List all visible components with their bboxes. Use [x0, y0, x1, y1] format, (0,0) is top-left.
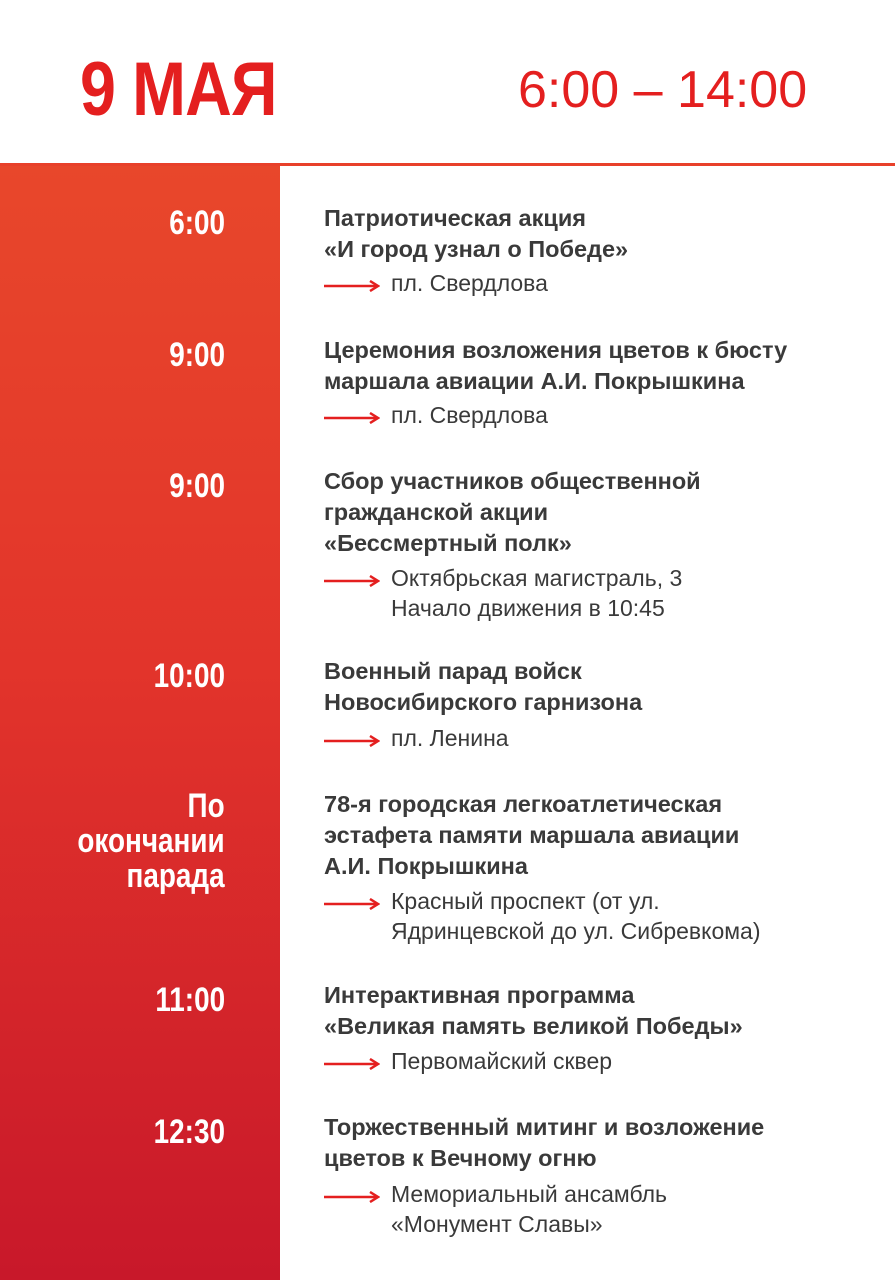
header	[0, 0, 895, 163]
event-time: 6:00	[169, 204, 225, 242]
arrow-right-icon	[324, 898, 380, 910]
event-location-text: Красный проспект (от ул. Ядринцевской до ул. Сибревкома)	[391, 888, 761, 944]
event-location-text: Мемориальный ансамбль «Монумент Славы»	[391, 1181, 667, 1237]
arrow-right-icon	[324, 280, 380, 292]
event-time: 12:30	[153, 1113, 225, 1151]
event-location-text: Октябрьская магистраль, 3 Начало движения в 10:45	[391, 565, 683, 621]
event-title: Патриотическая акция «И город узнал о Победе»	[324, 205, 629, 262]
arrow-right-icon	[324, 1191, 380, 1203]
arrow-right-icon	[324, 735, 380, 747]
event-title: Сбор участников общественной гражданской акции «Бессмертный полк»	[324, 468, 701, 556]
event-title: Интерактивная программа «Великая память великой Победы»	[324, 982, 743, 1039]
event-time: По окончании парада	[77, 787, 225, 895]
time-range: 6:00 – 14:00	[518, 61, 808, 119]
arrow-right-icon	[324, 575, 380, 587]
event-time: 9:00	[169, 467, 225, 505]
event-location-text: пл. Свердлова	[391, 270, 548, 296]
event-time: 11:00	[155, 981, 225, 1019]
event-title: Военный парад войск Новосибирского гарнизона	[324, 658, 643, 715]
event-location-text: Первомайский сквер	[391, 1048, 613, 1074]
arrow-right-icon	[324, 412, 380, 424]
date-heading: 9 МАЯ	[80, 47, 277, 132]
event-time: 10:00	[153, 657, 225, 695]
arrow-right-icon	[324, 1058, 380, 1070]
event-title: 78-я городская легкоатлетическая эстафета памяти маршала авиации А.И. Покрышкина	[324, 791, 740, 879]
event-title: Торжественный митинг и возложение цветов к Вечному огню	[324, 1114, 765, 1171]
event-location-text: пл. Ленина	[391, 725, 509, 751]
event-time: 9:00	[169, 336, 225, 374]
event-title: Церемония возложения цветов к бюсту маршала авиации А.И. Покрышкина	[324, 337, 788, 394]
time-column-background	[0, 166, 280, 1280]
event-location-text: пл. Свердлова	[391, 402, 548, 428]
